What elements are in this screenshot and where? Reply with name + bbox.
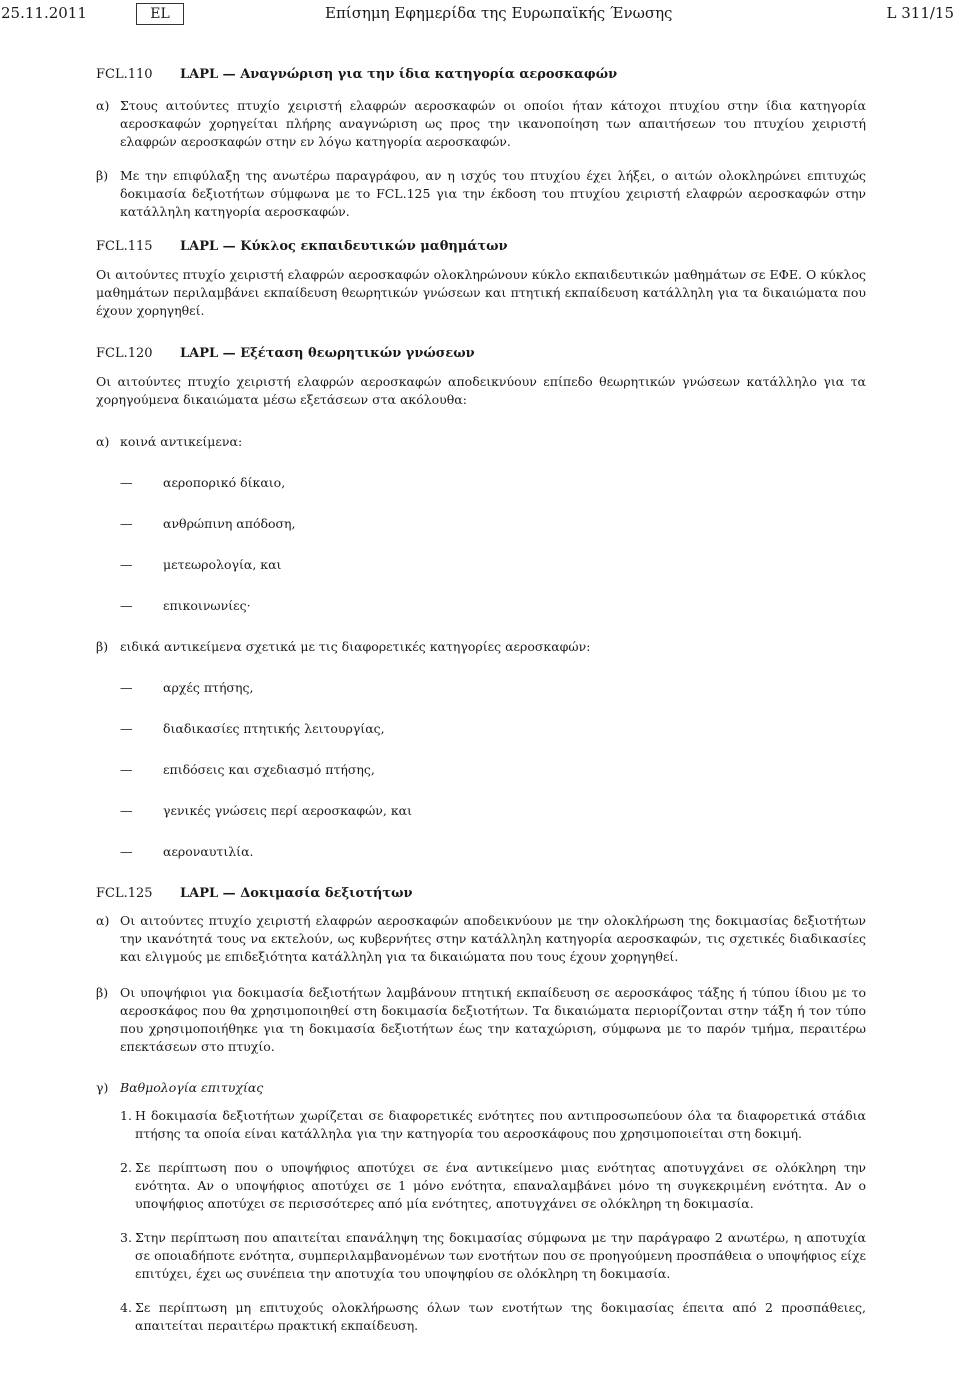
paragraph-label: γ) [96, 1080, 109, 1095]
list-item-text: επιδόσεις και σχεδιασμό πτήσης, [163, 762, 375, 777]
dash-marker: — [120, 557, 133, 572]
list-item [120, 474, 866, 492]
list-item-text: γενικές γνώσεις περί αεροσκαφών, και [163, 803, 412, 818]
article-heading-fcl110 [96, 66, 866, 83]
dash-marker: — [120, 762, 133, 777]
paragraph-label: α) [96, 434, 110, 449]
list-item-text: επικοινωνίες· [163, 598, 251, 613]
item-text: Σε περίπτωση που ο υποψήφιος αποτύχει σε ένα αντικείμενο μιας ενότητας αποτυγχάνει σε ολόκληρη την ενότητα. Αν ο υποψήφιος αποτύχει σε 1 μόνο ενότητα, επαναλαμβάνει μόνο τη συγκεκριμένη ενότητα. Αν ο υποψήφιος αποτύχει σε περισσότερες από μία ενότητες, αποτυγχάνει σε ολόκληρη τη δοκιμασία. [135, 1160, 866, 1211]
paragraph-b [96, 984, 866, 1056]
paragraph-a [96, 433, 866, 451]
publication-date: 25.11.2011 [1, 4, 87, 22]
paragraph-a [96, 97, 866, 151]
document-body [96, 66, 866, 1335]
paragraph-text: Στους αιτούντες πτυχίο χειριστή ελαφρών αεροσκαφών οι οποίοι ήταν κάτοχοι πτυχίου στην ίδια κατηγορία αεροσκαφών χορηγείται πλήρης αναγνώριση ως προς την ικανοποίηση των απαιτήσεων του πτυχίου χειριστή ελαφρών αεροσκαφών στην εν λόγω κατηγορία αεροσκαφών. [120, 98, 866, 149]
article-heading-fcl120 [96, 345, 866, 362]
list-item-text: αεροναυτιλία. [163, 844, 254, 859]
article-title: LAPL — Εξέταση θεωρητικών γνώσεων [180, 346, 475, 361]
article-title: LAPL — Κύκλος εκπαιδευτικών μαθημάτων [180, 239, 508, 254]
paragraph-label: α) [96, 913, 110, 928]
list-item [120, 802, 866, 820]
paragraph-text: ειδικά αντικείμενα σχετικά με τις διαφορετικές κατηγορίες αεροσκαφών: [120, 639, 591, 654]
paragraph-c [96, 1079, 866, 1097]
article-number: FCL.120 [96, 346, 153, 361]
paragraph-text: κοινά αντικείμενα: [120, 434, 243, 449]
dash-marker: — [120, 516, 133, 531]
article-number: FCL.110 [96, 67, 153, 82]
list-item [120, 556, 866, 574]
list-item-text: αεροπορικό δίκαιο, [163, 475, 286, 490]
journal-title: Επίσημη Εφημερίδα της Ευρωπαϊκής Ένωσης [325, 4, 673, 22]
numbered-item [120, 1229, 866, 1283]
list-item [120, 597, 866, 615]
item-number: 4. [120, 1300, 132, 1315]
list-item [120, 679, 866, 697]
item-text: Στην περίπτωση που απαιτείται επανάληψη της δοκιμασίας σύμφωνα με την παράγραφο 2 ανωτέρω, η αποτυχία σε οποιαδήποτε ενότητα, συμπεριλαμβανομένων των ενοτήτων που σε προηγούμενη προσπάθεια ο υποψήφιος είχε επιτύχει, έχει ως συνέπεια την αποτυχία του υποψηφίου σε ολόκληρη τη δοκιμασία. [135, 1230, 866, 1281]
paragraph-label: β) [96, 639, 109, 654]
dash-marker: — [120, 721, 133, 736]
paragraph-label: α) [96, 98, 110, 113]
paragraph-heading: Βαθμολογία επιτυχίας [120, 1080, 264, 1095]
list-item [120, 761, 866, 779]
paragraph-b [96, 638, 866, 656]
list-item-text: αρχές πτήσης, [163, 680, 254, 695]
language-badge: EL [136, 3, 184, 25]
list-item-text: διαδικασίες πτητικής λειτουργίας, [163, 721, 385, 736]
article-title: LAPL — Αναγνώριση για την ίδια κατηγορία αεροσκαφών [180, 67, 618, 82]
dash-marker: — [120, 844, 133, 859]
paragraph-text: Οι αιτούντες πτυχίο χειριστή ελαφρών αεροσκαφών ολοκληρώνουν κύκλο εκπαιδευτικών μαθημάτων σε ΕΦΕ. Ο κύκλος μαθημάτων περιλαμβάνει εκπαίδευση θεωρητικών γνώσεων και πτητική εκπαίδευση κατάλληλη για τα δικαιώματα που έχουν χορηγηθεί. [96, 267, 866, 318]
numbered-item [120, 1299, 866, 1335]
numbered-item [120, 1107, 866, 1143]
article-number: FCL.125 [96, 886, 153, 901]
item-number: 1. [120, 1108, 132, 1123]
paragraph-label: β) [96, 168, 109, 183]
paragraph-a [96, 912, 866, 966]
list-item [120, 515, 866, 533]
numbered-item [120, 1159, 866, 1213]
paragraph-label: β) [96, 985, 109, 1000]
dash-marker: — [120, 680, 133, 695]
dash-marker: — [120, 803, 133, 818]
paragraph-text: Οι αιτούντες πτυχίο χειριστή ελαφρών αεροσκαφών αποδεικνύουν επίπεδο θεωρητικών γνώσεων κατάλληλο για τα χορηγούμενα δικαιώματα μέσω εξετάσεων στα ακόλουθα: [96, 374, 866, 407]
item-number: 3. [120, 1230, 132, 1245]
dash-marker: — [120, 598, 133, 613]
paragraph-text: Με την επιφύλαξη της ανωτέρω παραγράφου, αν η ισχύς του πτυχίου έχει λήξει, ο αιτών ολοκληρώνει επιτυχώς δοκιμασία δεξιοτήτων σύμφωνα με το FCL.125 για την έκδοση του πτυχίου χειριστή ελαφρών αεροσκαφών στην κατάλληλη κατηγορία αεροσκαφών. [120, 168, 866, 219]
paragraph-text: Οι αιτούντες πτυχίο χειριστή ελαφρών αεροσκαφών αποδεικνύουν με την ολοκλήρωση της δοκιμασίας δεξιοτήτων την ικανότητά τους να εκτελούν, ως κυβερνήτες στην κατάλληλη κατηγορία αεροσκαφών, τις σχετικές διαδικασίες και ελιγμούς με επιδεξιότητα κατάλληλη για τα δικαιώματα που τους έχουν χορηγηθεί. [120, 913, 866, 964]
article-title: LAPL — Δοκιμασία δεξιοτήτων [180, 886, 413, 901]
paragraph-b [96, 167, 866, 221]
item-text: Σε περίπτωση μη επιτυχούς ολοκλήρωσης όλων των ενοτήτων της δοκιμασίας έπειτα από 2 προσπάθειες, απαιτείται περαιτέρω πρακτική εκπαίδευση. [135, 1300, 866, 1333]
page-number: L 311/15 [886, 4, 954, 22]
article-heading-fcl125 [96, 885, 866, 902]
item-number: 2. [120, 1160, 132, 1175]
item-text: Η δοκιμασία δεξιοτήτων χωρίζεται σε διαφορετικές ενότητες που αντιπροσωπεύουν όλα τα διαφορετικά στάδια πτήσης τα οποία είναι κατάλληλα για την κατηγορία του αεροσκάφους που χρησιμοποιείται στη δοκιμή. [135, 1108, 866, 1141]
list-item-text: μετεωρολογία, και [163, 557, 282, 572]
article-heading-fcl115 [96, 238, 866, 255]
list-item [120, 843, 866, 861]
dash-marker: — [120, 475, 133, 490]
paragraph-text: Οι υποψήφιοι για δοκιμασία δεξιοτήτων λαμβάνουν πτητική εκπαίδευση σε αεροσκάφος τάξης ή τύπου ίδιου με το αεροσκάφος που θα χρησιμοποιηθεί στη δοκιμασία δεξιοτήτων. Τα δικαιώματα περιορίζονται στην τάξη ή τον τύπο που χρησιμοποιήθηκε για τη δοκιμασία δεξιοτήτων έως την καταχώριση, σύμφωνα με το παρόν τμήμα, περαιτέρω επεκτάσεων στο πτυχίο. [120, 985, 866, 1054]
list-item-text: ανθρώπινη απόδοση, [163, 516, 296, 531]
page-header [0, 3, 960, 27]
list-item [120, 720, 866, 738]
article-number: FCL.115 [96, 239, 153, 254]
